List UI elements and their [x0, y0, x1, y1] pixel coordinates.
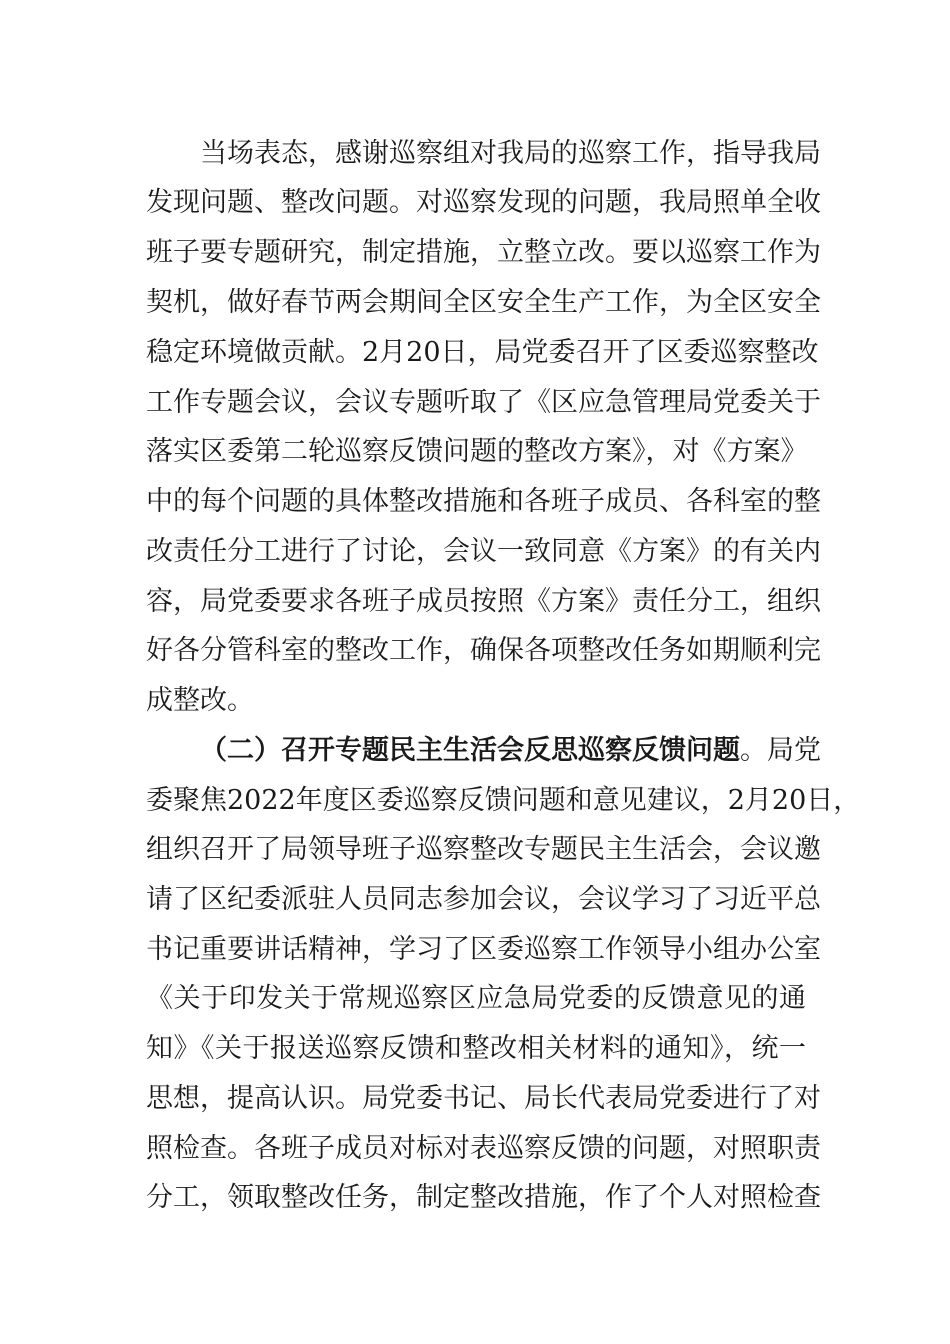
section-heading: （二）召开专题民主生活会反思巡察反馈问题 — [200, 735, 740, 766]
paragraph-line: 书记重要讲话精神，学习了区委巡察工作领导小组办公室 — [146, 934, 821, 965]
paragraph-line: 委聚焦2022年度区委巡察反馈问题和意见建议，2月20日， — [146, 785, 861, 816]
paragraph-line: 成整改。 — [146, 685, 254, 716]
paragraph-line: 请了区纪委派驻人员同志参加会议，会议学习了习近平总 — [146, 884, 821, 915]
paragraph-line: 契机，做好春节两会期间全区安全生产工作，为全区安全 — [146, 287, 821, 318]
paragraph-line: 改责任分工进行了讨论，会议一致同意《方案》的有关内 — [146, 536, 821, 567]
paragraph-line: 分工，领取整改任务，制定整改措施，作了个人对照检查 — [146, 1182, 821, 1213]
paragraph-line: 工作专题会议，会议专题听取了《区应急管理局党委关于 — [146, 387, 821, 418]
paragraph-line: 容，局党委要求各班子成员按照《方案》责任分工，组织 — [146, 586, 821, 617]
paragraph-line: 稳定环境做贡献。2月20日，局党委召开了区委巡察整改 — [146, 337, 819, 368]
paragraph-line: 中的每个问题的具体整改措施和各班子成员、各科室的整 — [146, 486, 821, 517]
paragraph-line: 落实区委第二轮巡察反馈问题的整改方案》，对《方案》 — [146, 436, 808, 467]
paragraph-line: 发现问题、整改问题。对巡察发现的问题，我局照单全收 — [146, 187, 821, 218]
paragraph-line: 《关于印发关于常规巡察区应急局党委的反馈意见的通 — [146, 983, 806, 1014]
paragraph-line: 好各分管科室的整改工作，确保各项整改任务如期顺利完 — [146, 635, 821, 666]
paragraph-line: 组织召开了局领导班子巡察整改专题民主生活会，会议邀 — [146, 834, 821, 865]
section-heading-line — [200, 731, 821, 771]
paragraph-line: 照检查。各班子成员对标对表巡察反馈的问题，对照职责 — [146, 1133, 821, 1164]
section-heading-tail: 。局党 — [740, 735, 821, 766]
paragraph-line: 知》《关于报送巡察反馈和整改相关材料的通知》，统一 — [146, 1033, 806, 1064]
paragraph-line: 思想，提高认识。局党委书记、局长代表局党委进行了对 — [146, 1083, 821, 1114]
paragraph-line: 当场表态，感谢巡察组对我局的巡察工作，指导我局 — [200, 138, 821, 169]
paragraph-line: 班子要专题研究，制定措施，立整立改。要以巡察工作为 — [146, 237, 821, 268]
